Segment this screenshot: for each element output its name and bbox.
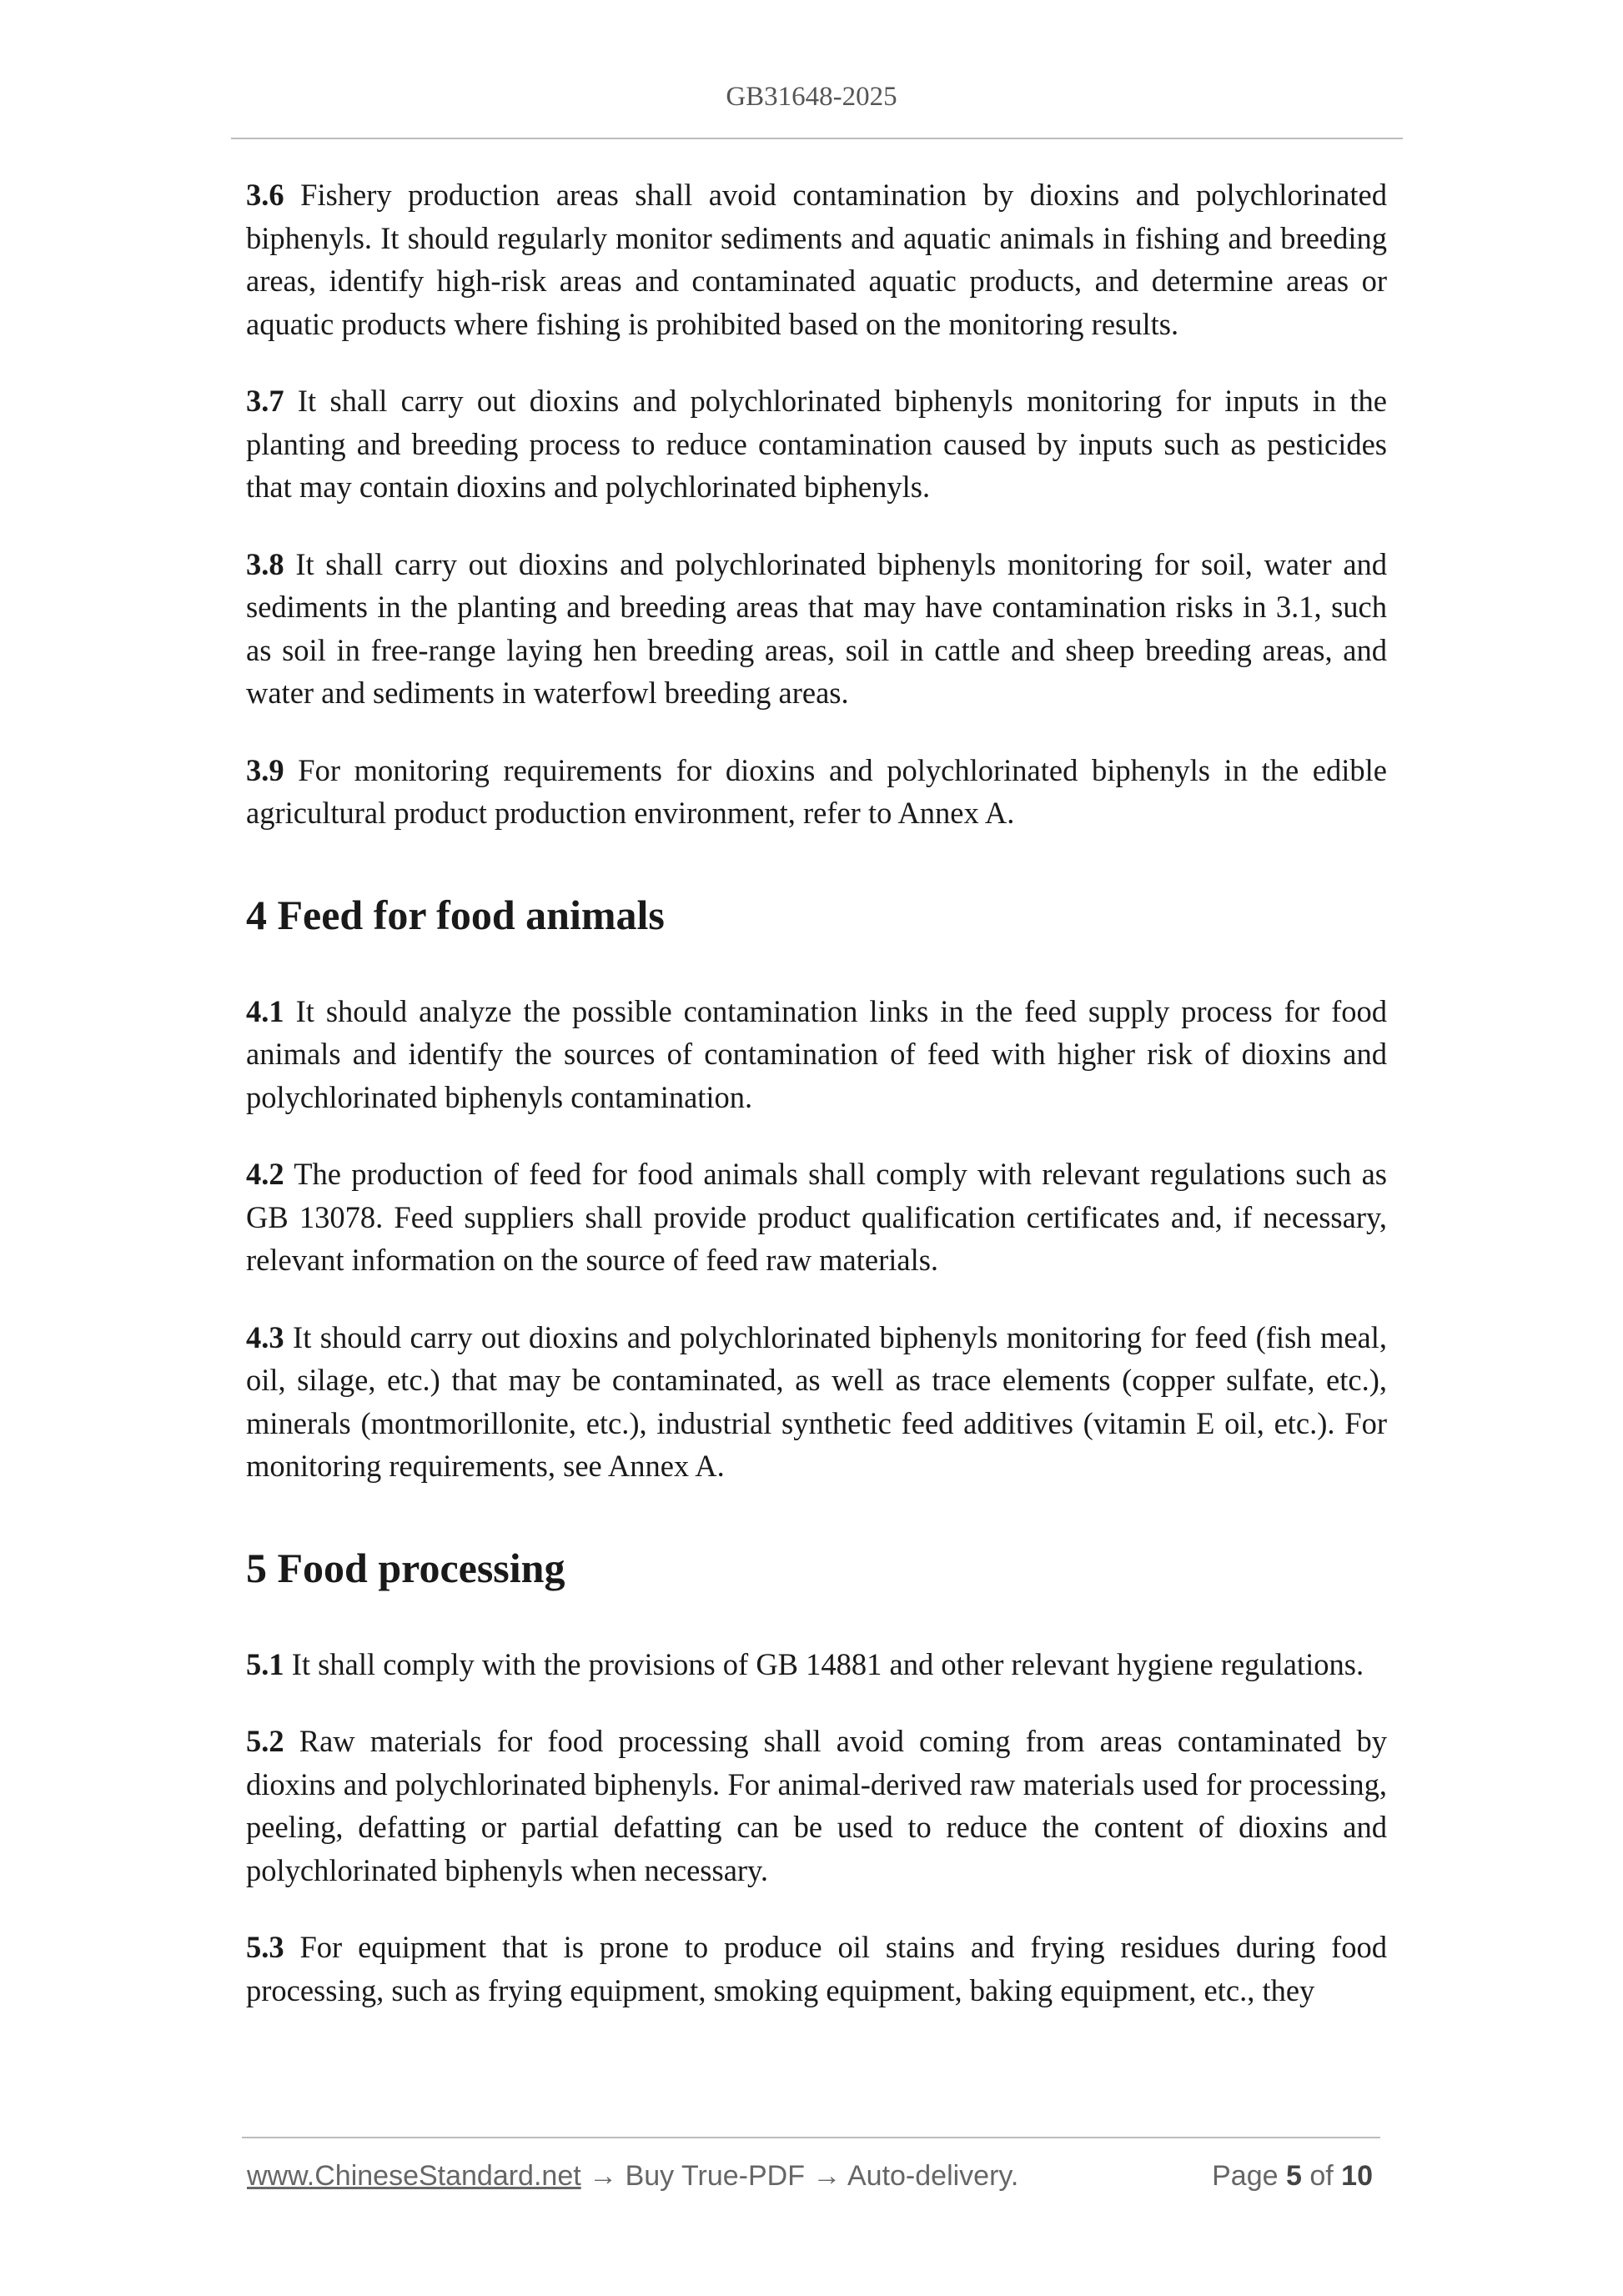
clause-text: Raw materials for food processing shall avoid coming from areas contaminated by dioxins and polychlorinated biphenyls. For animal-derived raw materials used for processing, peeling, defatting or partial defatting can be used to reduce the content of dioxins and polychlorinated biphenyls when necessary. [246, 1724, 1387, 1887]
clause-paragraph [246, 1153, 1387, 1282]
clause-paragraph [246, 990, 1387, 1119]
clause-text: The production of feed for food animals shall comply with relevant regulations such as GB 13078. Feed suppliers shall provide product qualification certificates and, if necessary, relevant information on the source of feed raw materials. [246, 1157, 1387, 1277]
clause-paragraph [246, 1926, 1387, 2012]
clause-number: 4.1 [246, 993, 284, 1028]
clause-paragraph [246, 379, 1387, 509]
clause-paragraph [246, 543, 1387, 715]
section-heading: 4 Feed for food animals [246, 891, 665, 938]
document-body [246, 173, 1387, 2046]
page-label: Page [1212, 2160, 1279, 2192]
clause-text: For monitoring requirements for dioxins and polychlorinated biphenyls in the edible agricultural product production environment, refer to Annex A. [246, 752, 1387, 830]
clause-number: 3.7 [246, 384, 284, 418]
clause-paragraph [246, 749, 1387, 835]
clause-number: 5.3 [246, 1930, 284, 1964]
clause-paragraph [246, 1316, 1387, 1488]
section-heading: 5 Food processing [246, 1544, 565, 1591]
running-header: GB31648-2025 [726, 82, 897, 112]
page-total: 10 [1341, 2160, 1373, 2192]
clause-text: For equipment that is prone to produce oil stains and frying residues during food processing, such as frying equipment, smoking equipment, baking equipment, etc., they [246, 1930, 1388, 2007]
clause-paragraph [246, 173, 1387, 345]
clause-text: It should analyze the possible contamination links in the feed supply process for food animals and identify the sources of contamination of feed with higher risk of dioxins and polychlorinated biphenyls contamination. [246, 993, 1388, 1114]
clause-number: 5.2 [246, 1724, 284, 1758]
clause-text: Fishery production areas shall avoid contamination by dioxins and polychlorinated biphenyls. It should regularly monitor sediments and aquatic animals in fishing and breeding areas, identify high-risk areas and contaminated aquatic products, and determine areas or aquatic products where fishing is prohibited based on the monitoring results. [246, 178, 1388, 341]
header-divider [231, 138, 1403, 139]
clause-paragraph [246, 1720, 1387, 1892]
clause-number: 3.8 [246, 546, 284, 581]
clause-number: 3.9 [246, 752, 284, 787]
page-of: of [1309, 2160, 1334, 2192]
clause-paragraph [246, 1643, 1387, 1686]
clause-number: 4.3 [246, 1319, 284, 1354]
clause-text: It should carry out dioxins and polychlorinated biphenyls monitoring for feed (fish meal, oil, silage, etc.) that may be contaminated, as well as trace elements (copper sulfate, etc.), minerals (montmorillonite, etc.), industrial synthetic feed additives (vitamin E oil, etc.). For monitoring requirements, see Annex A. [246, 1319, 1388, 1483]
page-current: 5 [1285, 2160, 1302, 2192]
footer-promo [247, 2160, 1018, 2193]
clause-number: 3.6 [246, 178, 284, 212]
clause-text: It shall comply with the provisions of GB 14881 and other relevant hygiene regulations. [291, 1646, 1364, 1681]
clause-number: 4.2 [246, 1157, 284, 1191]
footer-tagline: → Buy True-PDF → Auto-delivery. [580, 2160, 1019, 2192]
clause-text: It shall carry out dioxins and polychlorinated biphenyls monitoring for inputs in the planting and breeding process to reduce contamination caused by inputs such as pesticides that may contain dioxins and polychlorinated biphenyls. [246, 384, 1387, 504]
website-link[interactable]: www.ChineseStandard.net [247, 2160, 581, 2192]
clause-text: It shall carry out dioxins and polychlorinated biphenyls monitoring for soil, water and sediments in the planting and breeding areas that may have contamination risks in 3.1, such as soil in free-range laying hen breeding areas, soil in cattle and sheep breeding areas, and water and sediments in waterfowl breeding areas. [246, 546, 1388, 710]
clause-number: 5.1 [246, 1646, 284, 1681]
footer-divider [242, 2137, 1380, 2138]
page-indicator [1212, 2160, 1373, 2193]
